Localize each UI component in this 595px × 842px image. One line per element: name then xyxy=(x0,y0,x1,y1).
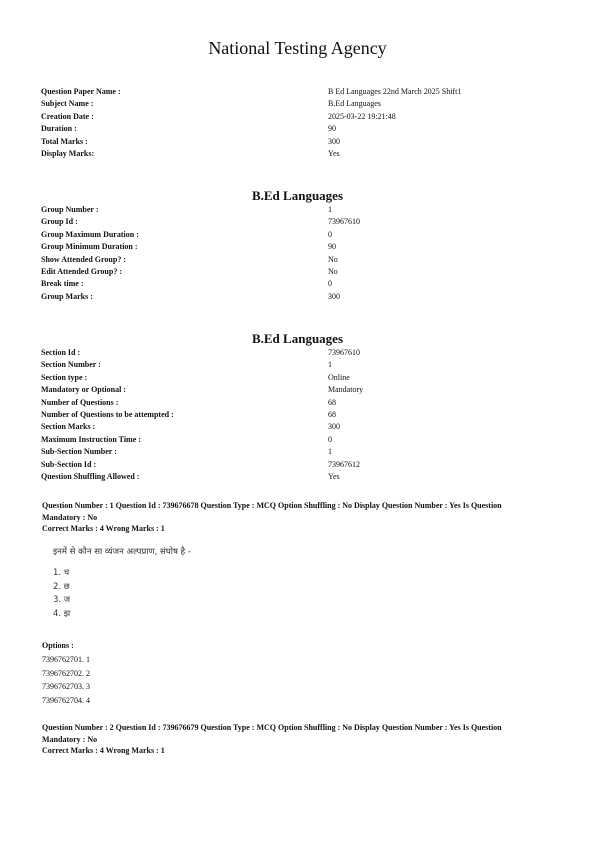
field-value: 0 xyxy=(328,279,332,289)
field-value: 68 xyxy=(328,397,336,407)
field-label: Display Marks: xyxy=(41,148,95,158)
paper-info-row xyxy=(41,123,561,135)
question-1-marks: Correct Marks : 4 Wrong Marks : 1 xyxy=(42,524,165,533)
paper-info-row xyxy=(41,148,561,160)
question-1-options xyxy=(42,639,90,707)
group-info-table xyxy=(41,204,561,303)
group-info-row xyxy=(41,216,561,228)
group-info-row xyxy=(41,291,561,303)
field-value: 1 xyxy=(328,447,332,457)
choice-item: 3. ज xyxy=(53,595,71,605)
field-value: 0 xyxy=(328,229,332,239)
field-label: Group Id : xyxy=(41,217,78,227)
field-value: No xyxy=(328,266,338,276)
field-label: Number of Questions : xyxy=(41,397,119,407)
section-info-row xyxy=(41,359,561,371)
field-label: Creation Date : xyxy=(41,111,94,121)
field-value: 73967610 xyxy=(328,348,360,357)
field-label: Number of Questions to be attempted : xyxy=(41,409,174,419)
field-label: Section type : xyxy=(41,372,88,382)
group-info-row xyxy=(41,229,561,241)
field-label: Group Marks : xyxy=(41,291,93,301)
group-heading: B.Ed Languages xyxy=(251,188,344,203)
group-info-row xyxy=(41,241,561,253)
field-value: 90 xyxy=(328,124,336,134)
paper-info-table xyxy=(41,86,561,160)
section-info-row xyxy=(41,421,561,433)
field-label: Section Id : xyxy=(41,348,81,357)
field-label: Total Marks : xyxy=(41,136,88,146)
field-value: Mandatory xyxy=(328,385,364,395)
section-info-table xyxy=(41,347,561,483)
field-value: 73967612 xyxy=(328,459,360,469)
option-id: 7396762701. 1 xyxy=(42,655,90,664)
field-label: Maximum Instruction Time : xyxy=(41,434,141,444)
section-info-row xyxy=(41,397,561,409)
question-2-marks: Correct Marks : 4 Wrong Marks : 1 xyxy=(42,746,165,755)
section-info-row xyxy=(41,347,561,359)
page-title: National Testing Agency xyxy=(208,38,387,58)
field-label: Show Attended Group? : xyxy=(41,254,126,264)
field-value: B Ed Languages 22nd March 2025 Shift1 xyxy=(328,87,462,96)
field-value: 90 xyxy=(328,242,336,252)
paper-info-row xyxy=(41,98,561,110)
field-label: Break time : xyxy=(41,279,84,289)
field-label: Edit Attended Group? : xyxy=(41,266,122,276)
field-label: Subject Name : xyxy=(41,99,94,109)
section-info-row xyxy=(41,409,561,421)
field-value: 0 xyxy=(328,434,332,444)
field-label: Sub-Section Id : xyxy=(41,459,97,469)
field-label: Group Number : xyxy=(41,205,99,214)
section-info-row xyxy=(41,384,561,396)
paper-info-row xyxy=(41,136,561,148)
field-label: Sub-Section Number : xyxy=(41,447,117,457)
field-value: 68 xyxy=(328,409,336,419)
field-label: Duration : xyxy=(41,124,77,134)
question-1-choices xyxy=(53,567,70,621)
group-info-row xyxy=(41,266,561,278)
field-value: Yes xyxy=(328,471,340,481)
section-heading: B.Ed Languages xyxy=(251,331,344,346)
choice-item: 4. झ xyxy=(53,608,71,619)
field-label: Section Number : xyxy=(41,360,101,370)
field-label: Group Maximum Duration : xyxy=(41,229,139,239)
field-value: No xyxy=(328,254,338,264)
option-id: 7396762703. 3 xyxy=(42,682,90,691)
choice-item: 1. च xyxy=(53,568,70,578)
section-info-row xyxy=(41,434,561,446)
section-info-row xyxy=(41,446,561,458)
question-1-header: Question Number : 1 Question Id : 739676678 Question Type : MCQ Option Shuffling : No Display Question Number : Yes Is Question Mandatory : No xyxy=(42,501,502,522)
field-value: Yes xyxy=(328,148,340,158)
section-info-row xyxy=(41,372,561,384)
field-value: 2025-03-22 19:21:48 xyxy=(328,111,396,121)
field-value: 300 xyxy=(328,422,340,432)
group-info-row xyxy=(41,254,561,266)
section-info-row xyxy=(41,471,561,483)
field-value: 73967610 xyxy=(328,217,360,227)
field-label: Section Marks : xyxy=(41,422,96,432)
field-value: 1 xyxy=(328,205,332,214)
field-label: Group Minimum Duration : xyxy=(41,242,138,252)
field-value: 300 xyxy=(328,136,340,146)
question-2-header: Question Number : 2 Question Id : 739676679 Question Type : MCQ Option Shuffling : No Display Question Number : Yes Is Question Mandatory : No xyxy=(42,723,502,744)
field-value: 300 xyxy=(328,291,340,301)
question-1-text: इनमें से कौन सा व्यंजन अल्पप्राण, संघोष है - xyxy=(53,547,191,557)
paper-info-row xyxy=(41,111,561,123)
option-id: 7396762704. 4 xyxy=(42,695,90,705)
field-label: Question Paper Name : xyxy=(41,87,121,96)
option-id: 7396762702. 2 xyxy=(42,668,90,678)
field-value: B.Ed Languages xyxy=(328,99,381,109)
paper-info-row xyxy=(41,86,561,98)
field-value: 1 xyxy=(328,360,332,370)
options-label: Options : xyxy=(42,641,74,650)
group-info-row xyxy=(41,204,561,216)
choice-item: 2. छ xyxy=(53,581,70,592)
field-label: Mandatory or Optional : xyxy=(41,385,126,395)
field-label: Question Shuffling Allowed : xyxy=(41,471,140,481)
field-value: Online xyxy=(328,372,350,382)
section-info-row xyxy=(41,459,561,471)
group-info-row xyxy=(41,278,561,290)
